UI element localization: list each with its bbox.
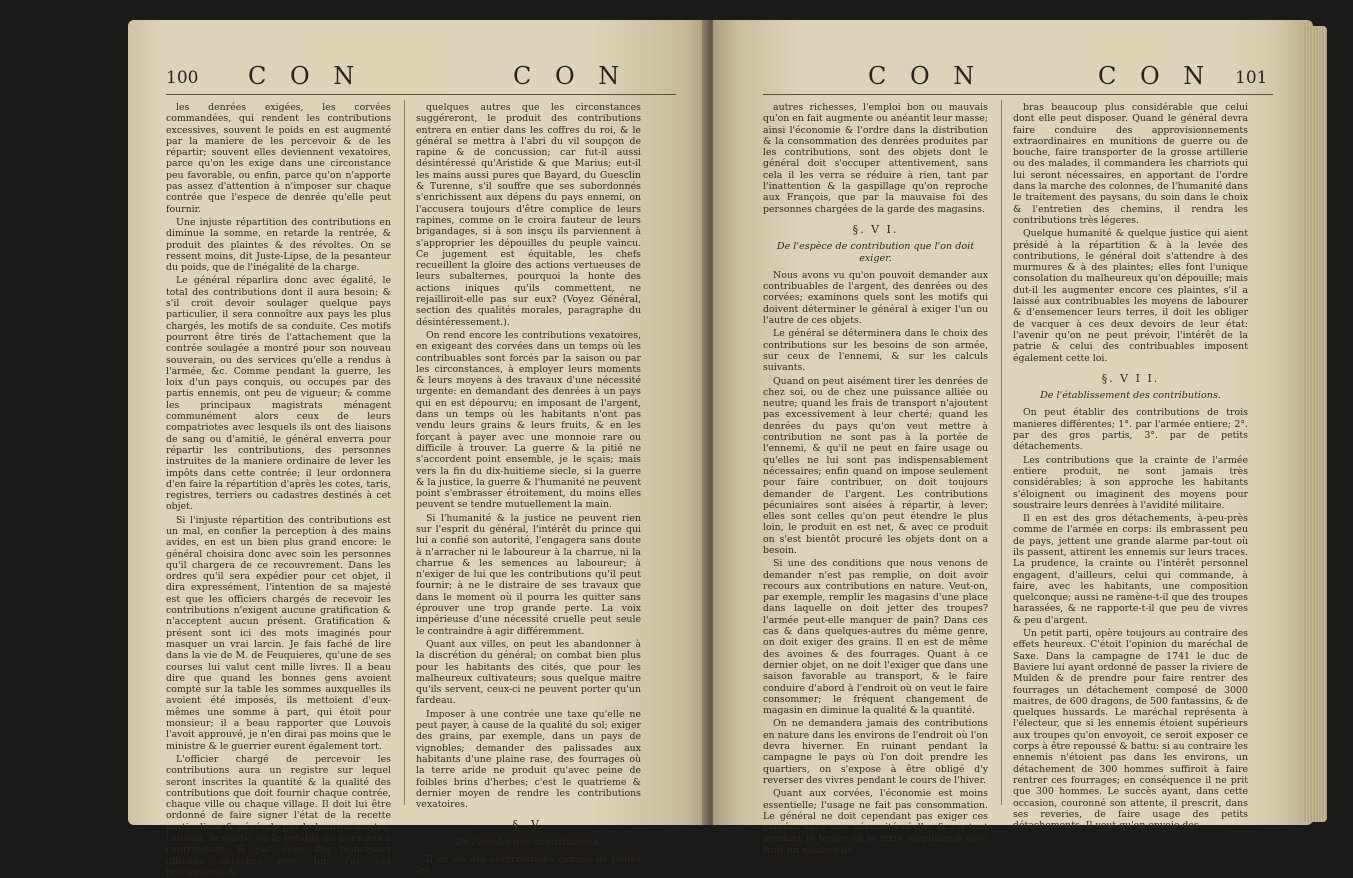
paragraph: Un petit parti, opère toujours au contraire des effets heureux. C'étoit l'opinion du maréchal de Saxe. Dans la campagne de 1741 le duc de Baviere lui ayant ordonné de passer la riviere de Mulden & de prendre pour faire rentrer des fourrages un détachement composé de 3000 maitres, de 600 dragons, de 500 fantassins, & de quelques hussards. Le maréchal représenta à l'électeur, que si les ennemis étoient supérieurs aux troupes qu'on envoyoit, ce seroit exposer ce corps à être repoussé & battu: si au contraire les ennemis n'étoient pas dans les environs, un détachement de 300 hommes suffiroit à faire rentrer ces fourrages; en conséquence il ne prit que 300 hommes. Le succès ayant, dans cette occasion, couronné son attente, il prescrit, dans ses reveries, de faire usage des petits détachements. Il veut qu'on envoie des [1013, 628, 1248, 832]
page-edges [1303, 26, 1327, 822]
paragraph: autres richesses, l'emploi bon ou mauvais qu'on en fait augmente ou anéantit leur masse; ainsi l'économie & l'ordre dans la distribution & la consommation des denrées produites par les contributions, sont des objets dont le général doit s'occuper attentivement, sans cela il les verra se réduire à rien, tant par l'inattention & la gaspillage qu'on reproche aux François, que par la mauvaise foi des personnes chargées de la garde des magasins. [763, 102, 988, 215]
paragraph: On ne demandera jamais des contributions en nature dans les environs de l'endroit où l'on devra hiverner. En ruinant pendant la campagne le pays où l'on doit prendre les quartiers, on s'expose à être obligé d'y reverser des vivres pendant le cours de l'hiver. [763, 718, 988, 786]
running-head-right-1: C O N [868, 62, 983, 90]
paragraph: Les contributions que la crainte de l'armée entiere produit, ne sont jamais très considérables; à son approche les habitants s'éloignent ou imaginent des moyens pour soustraire leurs denrées à l'avidité militaire. [1013, 454, 1248, 511]
open-book [128, 20, 1323, 878]
paragraph: Il en est des gros détachements, à-peu-près comme de l'armée en corps: ils embrassent peu de pays, jettent une grande alarme par-tout où ils passent, attirent les ennemis sur leurs traces. La prudence, la crainte ou l'intérêt personnel engagent, d'ailleurs, celui qui commande, à faire, avec les habitants, une composition quelconque; aussi ne ramène-t-il que des troupes harassées, & ne rapporte-t-il que peu de vivres & peu d'argent. [1013, 513, 1248, 626]
left-column-2 [416, 102, 641, 877]
column-divider-right [1001, 100, 1002, 805]
running-head-left-2: C O N [513, 62, 628, 90]
right-column-2 [1013, 102, 1248, 832]
paragraph: Quant aux villes, on peut les abandonner à la discrétion du général; on combat bien plus pour les habitants des cités, que pour les malheureux cultivateurs; sous quelque maitre qu'ils servent, ceux-ci ne peuvent porter qu'un fardeau. [416, 638, 641, 707]
paragraph: L'officier chargé de percevoir les contributions aura un registre sur lequel seront inscrites la quantité & la qualité des contributions que doit fournir chaque contrée, chaque ville ou chaque village. Il doit lui être ordonné de faire signer l'état de la recette particuliere & générale par le bourguemestre, l'alcade, le syndic ou le notable du pays mis à contribution, & par deux des principaux officiers détachés avec lui. Par ces précautions, & [166, 753, 391, 878]
paragraph: Quand on peut aisément tirer les denrées de chez soi, ou de chez une puissance alliée ou neutre; quand les frais de transport n'ajoutent pas excessivement à leur cherté; quand les denrées du pays qu'on veut mettre à contribution ne sont pas à la portée de l'ennemi, & qu'il ne peut en faire usage ou qu'elles ne lui sont pas indispensablement nécessaires; enfin quand on impose seulement pour faire contribuer, on doit toujours demander de l'argent. Les contributions pécuniaires sont aisées à répartir, à lever; elles sont celles qu'on peut étendre le plus loin, le produit en est net, & avec ce produit on s'est bientôt procuré les objets dont on a besoin. [763, 375, 988, 556]
column-divider-left [404, 100, 405, 805]
running-head-right-2: C O N [1098, 62, 1213, 90]
section-heading: §. V I. [852, 222, 899, 236]
section-heading: §. V. [512, 818, 545, 832]
page-number-right: 101 [1235, 68, 1268, 88]
section-subtitle: De l'espèce de contribution que l'on doit exiger. [776, 241, 975, 264]
paragraph: quelques autres que les circonstances suggéreront, le produit des contributions entrera en entier dans les coffres du roi, & le général se mettra à l'abri du vil soupçon de rapine & de concussion; car fut-il aussi désintéressé qu'Aristide & que Marius; eut-il les mains aussi pures que Bayard, du Guesclin & Turenne, s'il souffre que ses subordonnés s'enrichissent aux dépens du pays ennemi, on l'accusera toujours d'être complice de leurs rapines, comme on le croira fauteur de leurs brigandages, si à son insçu ils parviennent à s'approprier les dépouilles du peuple vaincu. Ce jugement est équitable, les chefs recueillent la gloire des actions vertueuses de leurs subalternes, pourquoi la honte des actions iniques qu'ils commettent, ne rejailliroit-elle pas sur eux? (Voyez Général, section des qualités morales, paragraphe du désintéressement.). [416, 102, 641, 328]
paragraph: Quelque humanité & quelque justice qui aient présidé à la répartition & à la levée des contributions, le général doit s'attendre à des murmures & à des plaintes; elles font l'unique consolation du malheureux qu'on dépouille; mais dut-il les augmenter encore ces plaintes, s'il a laissé aux contribuables les moyens de labourer & d'ensemencer leurs terres, il doit les obliger de vacquer à ces deux devoirs de leur état: l'avenir qu'on ne peut prévoir, l'intérêt de la patrie & celui des contribuables imposent également cette loi. [1013, 228, 1248, 364]
right-column-1 [763, 102, 988, 856]
paragraph: Le général réparlira donc avec égalité, le total des contributions dont il aura besoin; & s'il croit devoir soulager quelque pays particulier, il sera connoître aux pays les plus chargés, les motifs de sa conduite. Ces motifs pourront être tirés de l'attachement que la contrée soulagée a montré pour son nouveau souverain, ou des services qu'elle a rendus à l'armée, &c. Comme pendant la guerre, les loix d'un pays conquis, ou occupés par des partis ennemis, ont peu de vigueur; & comme les principaux magistrats ménagent communément alors ceux de leurs compatriotes avec lesquels ils ont des liaisons de sang ou d'amitié, le général enverra pour répartir les contributions, des personnes instruites de la maniere ordinaire de lever les impôts dans cette contrée; il leur ordonnera d'en faire la répartition d'après les cotes, taris, registres, terriers ou cadastres destinés à cet objet. [166, 275, 391, 513]
paragraph: Nous avons vu qu'on pouvoit demander aux contribuables de l'argent, des denrées ou des corvées; examinons quels sont les motifs qui doivent déterminer le général à exiger l'un ou l'autre de ces objets. [763, 269, 988, 327]
paragraph: On peut établir des contributions de trois manieres différentes; 1°. par l'armée entiere; 2°. par des gros partis, 3°. par de petits détachements. [1013, 407, 1248, 453]
section-subtitle: De l'établissement des contributions. [1040, 390, 1221, 402]
paragraph: Quant aux corvées, l'économie est moins essentielle; l'usage ne fait pas consommation. Le général ne doit cependant pas exiger ces corvées sans une nécessité réelle, & sur-tout pendant le temps où la terre emploieroit avec fruit un nombre de [763, 788, 988, 856]
left-page [128, 20, 708, 878]
paragraph: Si l'humanité & la justice ne peuvent rien sur l'esprit du général, l'intérêt du prince qui lui a confié son autorité, l'engagera sans doute à n'arracher ni le laboureur à la charrue, ni la charrue & les semences au laboureur; à n'exiger de lui que les contributions qu'il peut fournir; à ne le distraire de ses travaux que dans le moment où il pourra les quitter sans éprouver une trop grande perte. La voix impérieuse d'une nécessité cruelle peut seule le contraindre à agir différemment. [416, 512, 641, 637]
right-page [713, 20, 1313, 856]
paragraph: Une injuste répartition des contributions en diminue la somme, en retarde la rentrée, & produit des plaintes & des révoltes. On se ressent moins, dit Juste-Lipse, de la pesanteur du poids, que de l'inégalité de la charge. [166, 216, 391, 274]
paragraph: Si l'injuste répartition des contributions est un mal, en confier la perception à des mains avides, en est un bien plus grand encore: le général choisira donc avec soin les personnes qu'il chargera de ce recouvrement. Dans les ordres qu'il sera expédier pour cet objet, il dira expressément, l'intention de sa majesté est que les officiers chargés de recevoir les contributions n'exigent aucune gratification & n'acceptent aucun présent. Gratification & présent sont ici des mots imaginés pour masquer un vrai larcin. Je fais faché de lire dans la vie de M. de Feuquieres, qu'une de ses courses lui valut cent mille livres. Il a beau dire que quand les bonnes gens avoient compté sur la table les sommes auxquelles ils avoient été imposés, ils mettoient d'eux-mêmes une somme à part, qui étoit pour monsieur; il a beau rapporter que Louvois l'avoit approuvé, je n'en dirai pas moins que le ministre & le guerrier eurent également tort. [166, 514, 391, 752]
paragraph: Imposer à une contrée une taxe qu'elle ne peut payer, à cause de la qualité du sol; exiger des grains, par exemple, dans un pays de vignobles; demander des palissades aux habitants d'une plaine rase, des fourrages où la terre aride ne produit qu'avec peine de foibles brins d'herbes; c'est le quatrieme & dernier moyen de rendre les contributions vexatoires. [416, 708, 641, 811]
paragraph: Si une des conditions que nous venons de demander n'est pas remplie, on doit avoir recours aux contributions en nature. Veut-on, par exemple, remplir les magasins d'une place dans laquelle on doit jetter des troupes? l'armée peut-elle manquer de pain? Dans ces cas & dans quelques-autres du même genre, on doit exiger des grains. Il en est de même des avoines & des fourrages. Quant à ce dernier objet, on ne doit l'exiger que dans une saison favorable au transport, & le faire conduire d'abord à l'endroit où on veut le faire consommer; le fréquent changement de magasin en diminue la qualité & la quantité. [763, 558, 988, 717]
running-head-left-1: C O N [248, 62, 363, 90]
paragraph: bras beaucoup plus considérable que celui dont elle peut disposer. Quand le général devra faire conduire des approvisionnements extraordinaires en munitions de guerre ou de bouche, faire transporter de la grosse artillerie ou des malades, il commandera les charriots qui lui seront nécessaires, en apportant de l'ordre dans la marche des colonnes, de l'humanité dans le traitement des paysans, du soin dans le choix & l'entretien des chemins, il rendra les contributions très légeres. [1013, 102, 1248, 226]
section-subtitle: De l'emploi des contributions. [455, 836, 602, 848]
header-rule-right [763, 94, 1273, 95]
paragraph: Le général se déterminera dans le choix des contributions sur les besoins de son armée, sur ceux de l'ennemi, & sur les calculs suivants. [763, 328, 988, 374]
paragraph: Il en est des contributions comme de toutes les [416, 854, 641, 877]
section-heading: §. V I I. [1101, 371, 1160, 385]
page-number-left: 100 [166, 68, 199, 88]
left-column-1 [166, 102, 391, 878]
paragraph: On rend encore les contributions vexatoires, en exigeant des corvées dans un temps où les contribuables sont forcés par la saison ou par les circonstances, à employer leurs moments & leurs moyens à des travaux d'une nécessité urgente: en demandant des denrées à un pays qui en est dépourvu; en imposant de l'argent, dans un temps où les habitants n'ont pas vendu leurs grains & leurs fruits, & en les forçant à payer avec une monnoie rare ou difficile à trouver. La guerre & la pitié ne s'accordent point ensemble, je le sçais; mais vers la fin du dix-huitieme siecle, si la guerre & la justice, la guerre & l'humanité ne peuvent point s'embrasser étroitement, du moins elles peuvent se tendre mutuellement la main. [416, 329, 641, 511]
header-rule-left [166, 94, 676, 95]
paragraph: les denrées exigées, les corvées commandées, qui rendent les contributions excessives, souvent le poids en est augmenté par la maniere de les percevoir & de les répartir; souvent elles deviennent vexatoires, parce qu'on les exige dans une circonstance peu favorable, ou enfin, parce qu'on n'apporte pas assez d'attention à n'imposer sur chaque contrée que l'espece de denrée qu'elle peut fournir. [166, 102, 391, 215]
